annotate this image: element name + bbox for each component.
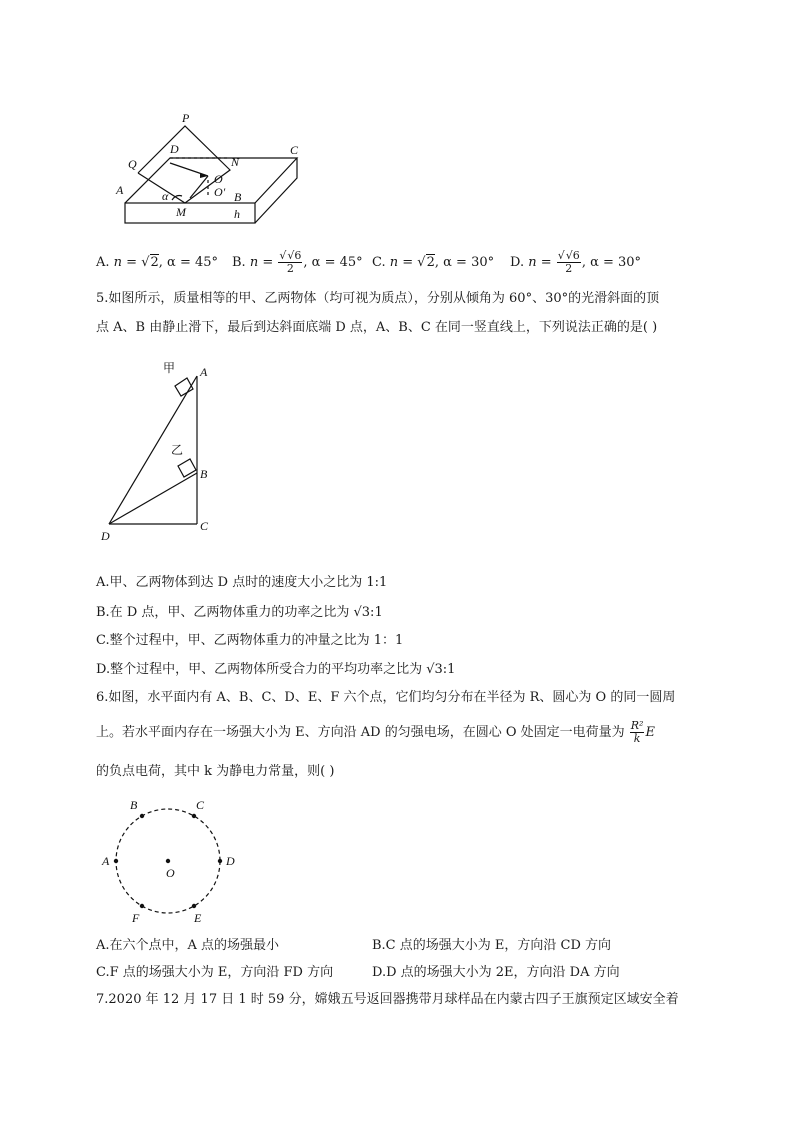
- q6-stem-line3: 的负点电荷，其中 k 为静电力常量，则( ): [96, 764, 335, 779]
- label-D: D: [226, 854, 235, 868]
- label-alpha: α: [162, 189, 169, 203]
- label-h: h: [234, 207, 240, 221]
- label-C: C: [196, 798, 205, 812]
- q6-option-c: C.F 点的场强大小为 E，方向沿 FD 方向: [96, 965, 334, 980]
- q5-option-d: D.整个过程中，甲、乙两物体所受合力的平均功率之比为 √3:1: [96, 662, 456, 677]
- q6-option-d: D.D 点的场强大小为 2E，方向沿 DA 方向: [372, 965, 620, 980]
- point-O: [166, 859, 170, 863]
- q4-option-a: A. n = √2, α = 45°: [96, 255, 219, 270]
- point-E: [192, 904, 196, 908]
- q5-figure: [95, 358, 225, 548]
- label-Q: Q: [128, 157, 137, 171]
- q4-d-fraction: $\frac{√√6}{2}$: [557, 249, 580, 275]
- label-M: M: [176, 205, 186, 219]
- q6-option-a: A.在六个点中，A 点的场强最小: [96, 938, 280, 953]
- q5-option-c: C.整个过程中，甲、乙两物体重力的冲量之比为 1：1: [96, 633, 404, 648]
- label-B: B: [130, 798, 138, 812]
- q6-figure: [96, 795, 246, 930]
- incline-da: [109, 376, 197, 524]
- q6-option-b: B.C 点的场强大小为 E，方向沿 CD 方向: [372, 938, 612, 953]
- label-N: N: [231, 155, 240, 169]
- q7-stem-line1: 7.2020 年 12 月 17 日 1 时 59 分，嫦娥五号返回器携带月球样品在内蒙古四子王旗预定区域安全着: [96, 992, 679, 1007]
- label-A: A: [200, 365, 208, 379]
- point-F: [140, 904, 144, 908]
- q4-figure: [110, 108, 310, 233]
- label-C: C: [200, 519, 209, 533]
- q5-option-a: A.甲、乙两物体到达 D 点时的速度大小之比为 1:1: [96, 575, 388, 590]
- label-A: A: [116, 183, 124, 197]
- label-D: D: [170, 142, 179, 156]
- point-A: [114, 859, 118, 863]
- incline-db: [109, 473, 197, 524]
- light-ray-2: [190, 176, 208, 198]
- label-C: C: [290, 143, 299, 157]
- point-C: [192, 814, 196, 818]
- label-D: D: [101, 529, 110, 543]
- q5-option-b: B.在 D 点，甲、乙两物体重力的功率之比为 √3:1: [96, 605, 383, 620]
- q6-charge-fraction: $\frac{\text{R²}}{k}$: [630, 719, 644, 745]
- q6-stem-line2: 上。若水平面内存在一场强大小为 E、方向沿 AD 的匀强电场，在圆心 O 处固定一电荷量为 $\frac{\text{R²}}{k}$ E: [96, 719, 655, 745]
- label-P: P: [182, 111, 190, 125]
- label-E: E: [194, 911, 202, 925]
- point-B: [140, 814, 144, 818]
- q4-option-c: C. n = √2, α = 30°: [372, 255, 495, 270]
- label-O: O: [214, 172, 223, 186]
- q4-b-fraction: $\frac{√√6}{2}$: [279, 249, 302, 275]
- label-B: B: [234, 190, 242, 204]
- point-D: [218, 859, 222, 863]
- q5-stem-line1: 5.如图所示，质量相等的甲、乙两物体（均可视为质点），分别从倾角为 60°、30°的光滑斜面的顶: [96, 291, 660, 306]
- label-jia: 甲: [163, 361, 176, 375]
- slab-side-face: [255, 158, 297, 223]
- label-O: O: [166, 866, 175, 880]
- q6-stem-line1: 6.如图，水平面内有 A、B、C、D、E、F 六个点，它们均匀分布在半径为 R、圆心为 O 的同一圆周: [96, 690, 676, 705]
- q5-stem-line2: 点 A、B 由静止滑下，最后到达斜面底端 D 点，A、B、C 在同一竖直线上，下列说法正确的是( ): [96, 320, 658, 335]
- label-O-prime: O′: [214, 185, 226, 199]
- label-F: F: [132, 911, 140, 925]
- label-A: A: [102, 854, 110, 868]
- q4-option-d: D. n = $\frac{√√6}{2}$ , α = 30°: [510, 249, 642, 275]
- label-B: B: [200, 467, 208, 481]
- block-yi: [178, 459, 196, 477]
- label-yi: 乙: [171, 443, 184, 457]
- q4-option-b: B. n = $\frac{√√6}{2}$ , α = 45°: [232, 249, 363, 275]
